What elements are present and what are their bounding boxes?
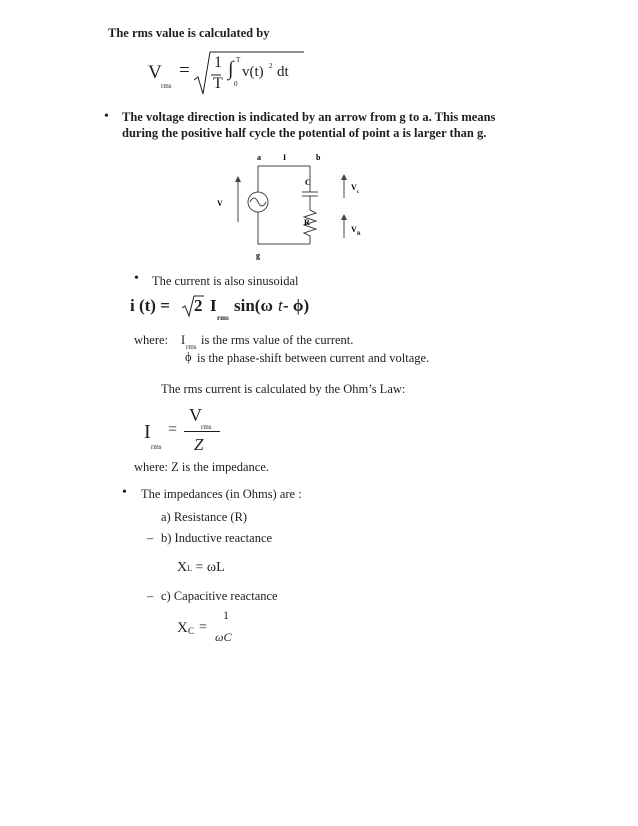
label-vc-sub: c — [357, 190, 360, 195]
it-I: I — [210, 296, 217, 315]
it-rest: - ϕ) — [283, 296, 310, 315]
label-I: I — [283, 153, 287, 162]
where1-I-sub: rms — [186, 343, 197, 351]
vrms-lhs: V — [148, 62, 162, 83]
current-sinusoidal: The current is also sinusoidal — [152, 274, 299, 288]
it-t: t — [278, 296, 283, 315]
vrms-frac-den: T — [213, 75, 223, 92]
where1-label: where: — [134, 333, 169, 347]
item-b: b) Inductive reactance — [161, 531, 273, 545]
irms-den: Z — [194, 435, 204, 454]
item-a: a) Resistance (R) — [161, 510, 248, 524]
resistor-zigzag — [304, 210, 316, 244]
label-b: b — [316, 153, 321, 162]
fraction-bar — [184, 431, 220, 432]
label-a: a — [257, 153, 261, 162]
impedances-intro: The impedances (in Ohms) are : — [141, 487, 302, 501]
integral-sign: ∫ — [228, 58, 234, 80]
label-vr: V — [351, 225, 357, 234]
voltage-direction-line1: The voltage direction is indicated by an arrow from g to a. This means — [122, 110, 496, 124]
vrms-lhs-sub: rms — [161, 82, 172, 90]
circuit-diagram — [200, 150, 390, 265]
xc-X: X — [177, 620, 188, 636]
xc-equals: = — [199, 620, 207, 635]
label-g: g — [256, 251, 260, 260]
label-vr-sub: R — [357, 232, 361, 237]
irms-equals: = — [168, 421, 178, 438]
where1-I: I — [181, 333, 186, 347]
dash-icon: – — [147, 589, 154, 603]
xl-rest: = ωL — [192, 560, 225, 575]
vr-arrowhead — [341, 214, 347, 220]
rms-intro: The rms value is calculated by — [108, 26, 270, 40]
irms-lhs: I — [144, 421, 151, 443]
int-upper: T — [236, 56, 241, 64]
formula-it — [130, 292, 330, 322]
formula-irms — [144, 403, 234, 459]
formula-vrms — [148, 48, 308, 100]
vrms-frac-num: 1 — [214, 54, 222, 71]
irms-lhs-sub: rms — [151, 443, 162, 451]
xc-den: ωC — [215, 630, 232, 644]
int-lower: 0 — [234, 80, 238, 88]
formula-xl — [177, 558, 225, 576]
irms-num-sub: rms — [201, 423, 212, 431]
label-C: C — [305, 178, 311, 187]
xl-sub: L — [187, 564, 193, 573]
vrms-equals: = — [179, 60, 190, 81]
where1-text1: is the rms value of the current. — [201, 333, 354, 347]
it-sqrt2: 2 — [194, 296, 203, 315]
where2: where: Z is the impedance. — [134, 460, 270, 474]
item-c: c) Capacitive reactance — [161, 589, 278, 603]
integrand: v(t) — [242, 64, 264, 80]
bullet-icon: • — [122, 485, 127, 500]
bullet-icon: • — [104, 109, 109, 124]
label-V: V — [217, 199, 223, 208]
vc-arrowhead — [341, 174, 347, 180]
where1-text2: is the phase-shift between current and voltage. — [197, 351, 430, 365]
where1-phi: ϕ — [185, 350, 192, 364]
dash-icon: – — [147, 531, 154, 545]
label-vc: V — [351, 183, 357, 192]
formula-xc — [177, 608, 247, 648]
voltage-direction-line2: during the positive half cycle the potential of point a is larger than g. — [122, 126, 487, 140]
xl-X: X — [177, 560, 188, 575]
xc-num: 1 — [223, 608, 229, 622]
it-lhs: i (t) = — [130, 296, 170, 315]
bullet-icon: • — [134, 271, 139, 286]
irms-num: V — [189, 405, 202, 425]
it-sin: sin(ω — [234, 296, 273, 315]
label-R: R — [304, 218, 310, 227]
xc-sub: C — [188, 626, 195, 636]
integrand-power: 2 — [269, 62, 273, 70]
dt: dt — [277, 64, 289, 80]
ohm-text: The rms current is calculated by the Ohm’s Law: — [161, 382, 406, 396]
v-arrowhead — [235, 176, 241, 182]
it-I-sub: rms — [217, 314, 229, 322]
